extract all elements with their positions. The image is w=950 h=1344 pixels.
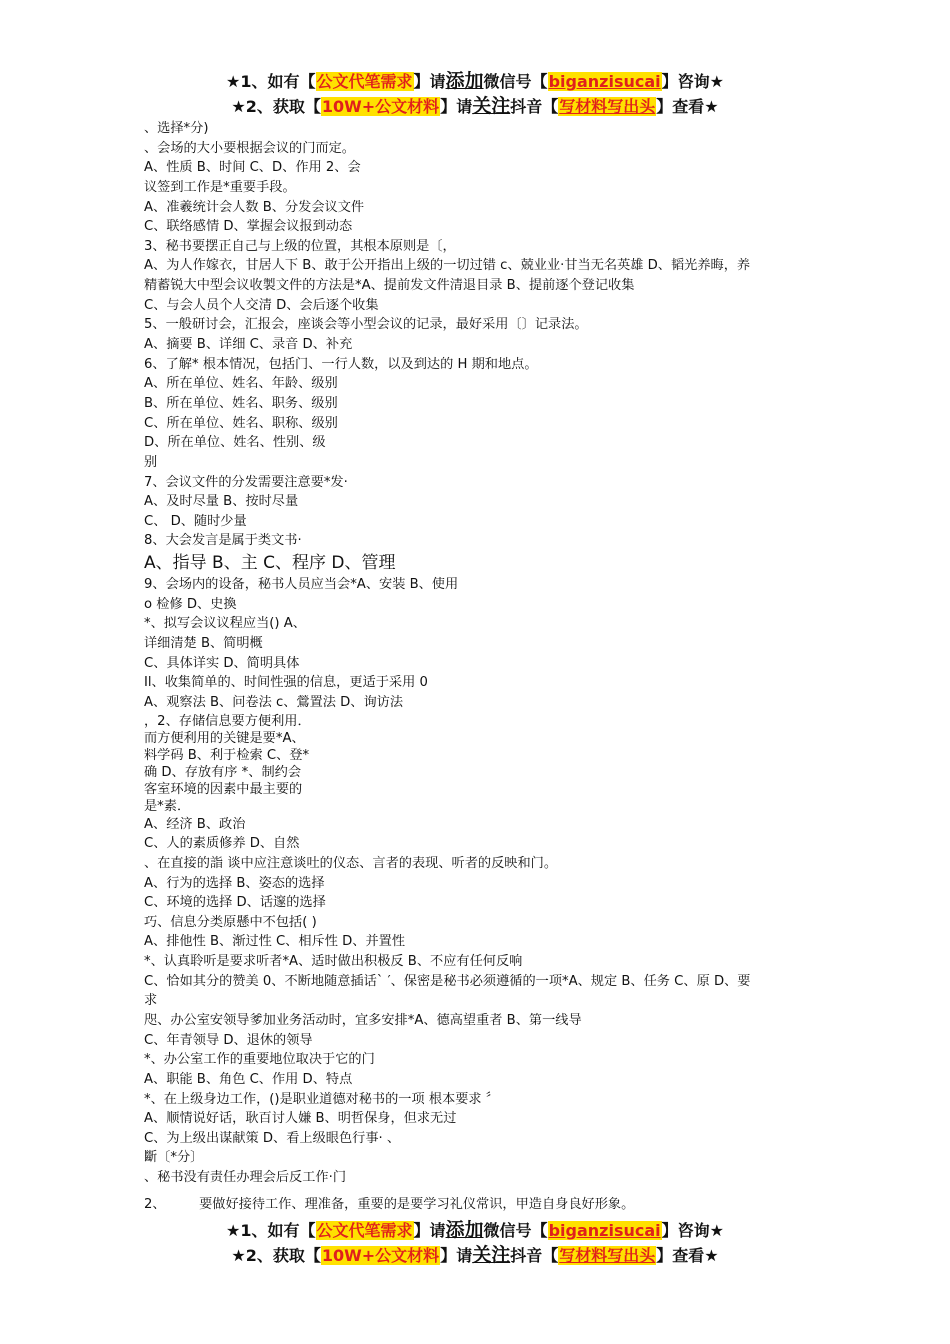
text-line: C、年青领导 D、退休的领导 <box>144 1032 313 1048</box>
text-line: A、行为的选择 B、姿态的选择 <box>144 875 325 891</box>
text-line: Il、收集简单的、时间性强的信息，更适于采用 0 <box>144 675 428 691</box>
footer2-highlight-2: 写材料写出头 <box>559 1246 656 1265</box>
banner1-mid: 】请 <box>413 72 446 91</box>
text-line: D、所在单位、姓名、性别、级 <box>144 435 326 451</box>
text-line: *、办公室工作的重要地位取决于它的门 <box>144 1052 375 1068</box>
text-line: ，2、存储信息要方便利用． <box>144 713 311 729</box>
text-line: 别 <box>144 454 158 470</box>
banner2-emphasis: 关注 <box>472 95 511 117</box>
text-line: 、秘书没有责任办理会后反工作·门 <box>144 1170 347 1186</box>
footer-banner-line2 <box>0 1243 950 1268</box>
text-line: 精蓄锐大中型会议收製文件的方法是*A、提前发文件清退目录 B、提前逐个登记收集 <box>144 278 635 294</box>
text-line: 斷〔*分〕 <box>144 1150 204 1166</box>
banner2-mid2: 抖音【 <box>510 97 559 116</box>
footer2-mid: 】请 <box>440 1246 473 1265</box>
banner1-prefix: ★1、如有【 <box>226 72 316 91</box>
text-line: 、选择*分) <box>144 121 209 136</box>
banner1-emphasis: 添加 <box>445 70 484 92</box>
footer2-mid2: 抖音【 <box>510 1246 559 1265</box>
footer2-suffix: 】查看★ <box>656 1246 719 1265</box>
text-line: C、人的素质修养 D、自然 <box>144 836 300 852</box>
footer-banner-line1 <box>0 1218 950 1243</box>
footer1-suffix: 】咨询★ <box>661 1221 724 1240</box>
banner2-highlight-1: 10W+公文材料 <box>321 97 440 116</box>
text-line: 咫、办公室安领导爹加业务活动时，宜多安排*A、德高望重者 B、第一线导 <box>144 1012 582 1028</box>
footer2-emphasis: 关注 <box>472 1244 511 1266</box>
text-line: C、 D、随时少量 <box>144 513 247 529</box>
footer1-emphasis: 添加 <box>445 1219 484 1241</box>
text-line: 议签到工作是*重要手段。 <box>144 179 296 195</box>
text-line: 8、大会发言是属于类文书· <box>144 533 302 549</box>
text-line: 、在直接的詣 谈中应注意谈吐的仪态、言者的表现、听者的反映和门。 <box>144 855 558 871</box>
banner2-suffix: 】查看★ <box>656 97 719 116</box>
text-line: A、及时尽量 B、按时尽量 <box>144 494 299 510</box>
text-line: A、排他性 B、渐过性 C、相斥性 D、并置性 <box>144 934 406 950</box>
banner1-highlight-2: biganzisucai <box>548 72 661 91</box>
footer1-highlight-1: 公文代笔需求 <box>316 1221 413 1240</box>
text-line: 料学码 B、利于检索 C、登* <box>144 747 310 763</box>
text-line: 5、一般研讨会，汇报会，座谈会等小型会议的记录，最好采用〔〕记录法。 <box>144 317 588 333</box>
text-line: 6、了解* 根本情况，包括门、一行人数，以及到达的 H 期和地点。 <box>144 356 538 372</box>
text-line: C、环境的选择 D、话邃的选择 <box>144 895 326 911</box>
text-line: 确 D、存放有序 *、制约会 <box>144 764 302 780</box>
text-line: C、与会人员个人交清 D、会后逐个收集 <box>144 297 379 313</box>
text-line: A、摘要 B、详细 C、录音 D、补充 <box>144 337 353 353</box>
header-banner-line2 <box>0 94 950 119</box>
text-line: 而方便利用的关键是要*A、 <box>144 730 305 746</box>
text-line: A、为人作嫁衣，甘居人下 B、敢于公开指出上级的一切过错 c、兢业业·甘当无名英雄 D、韬光养晦，养 <box>144 258 751 274</box>
text-line: 详细清楚 B、简明概 <box>144 636 263 652</box>
footer2-prefix: ★2、获取【 <box>231 1246 321 1265</box>
text-line: A、性质 B、时间 C、D、作用 2、会 <box>144 160 361 176</box>
text-line: A、顺情说好话，耿百讨人嫌 B、明哲保身，但求无过 <box>144 1111 457 1127</box>
banner1-suffix: 】咨询★ <box>661 72 724 91</box>
banner2-prefix: ★2、获取【 <box>231 97 321 116</box>
text-line: C、所在单位、姓名、职称、级别 <box>144 415 338 431</box>
text-line: 3、秘书要摆正自己与上级的位置，其根本原则是〔， <box>144 238 456 254</box>
text-line: o 检修 D、史換 <box>144 596 237 612</box>
text-line-large: A、指导 B、主 C、程序 D、管理 <box>144 553 396 574</box>
document-body <box>144 119 814 1188</box>
text-line: 是*素． <box>144 798 191 814</box>
footer1-highlight-2: biganzisucai <box>548 1221 661 1240</box>
text-line: A、观察法 B、问卷法 c、鶯置法 D、询访法 <box>144 694 404 710</box>
banner2-highlight-2: 写材料写出头 <box>559 97 656 116</box>
header-banner-line1 <box>0 69 950 94</box>
text-line: 求 <box>144 993 158 1009</box>
text-line: A、所在单位、姓名、年龄、级别 <box>144 376 338 392</box>
text-line: 巧、信息分类原懸中不包括( ) <box>144 914 317 930</box>
footer1-prefix: ★1、如有【 <box>226 1221 316 1240</box>
text-line: A、经济 B、政治 <box>144 816 246 832</box>
text-line: *、拟写会议议程应当() A、 <box>144 616 306 632</box>
text-line: B、所在单位、姓名、职务、级别 <box>144 395 338 411</box>
text-line: C、恰如其分的赞美 0、不断地随意插话` ′、保密是秘书必须遵循的一项*A、规定 B、任务 C、原 D、要 <box>144 973 751 989</box>
text-line-final: 2、 要做好接待工作、理准备，重要的是要学习礼仪常识，甲造自身良好形象。 <box>144 1197 635 1212</box>
text-line: C、联络感情 D、掌握会议报到动态 <box>144 219 353 235</box>
footer2-highlight-1: 10W+公文材料 <box>321 1246 440 1265</box>
banner1-mid2: 微信号【 <box>483 72 548 91</box>
text-line: A、职能 B、角色 C、作用 D、特点 <box>144 1071 353 1087</box>
text-line: *、在上级身边工作，()是职业道德对秘书的一项 根本要求 〞 <box>144 1091 499 1107</box>
text-line: A、准羲统计会人数 B、分发会议文件 <box>144 199 365 215</box>
banner2-mid: 】请 <box>440 97 473 116</box>
text-line: C、具体详实 D、简明具体 <box>144 655 300 671</box>
footer1-mid: 】请 <box>413 1221 446 1240</box>
text-line: C、为上级出谋献策 D、看上级眼色行事· 、 <box>144 1130 401 1146</box>
footer1-mid2: 微信号【 <box>483 1221 548 1240</box>
text-line: 7、会议文件的分发需要注意要*发· <box>144 474 348 490</box>
text-line: 客室环境的因素中最主要的 <box>144 781 303 797</box>
text-line: 9、会场内的设备，秘书人员应当会*A、安装 B、使用 <box>144 577 459 593</box>
text-line: *、认真聆听是要求听者*A、适时做出积极反 B、不应有任何反响 <box>144 954 523 970</box>
text-line: 、会场的大小要根据会议的门而定。 <box>144 140 355 156</box>
banner1-highlight-1: 公文代笔需求 <box>316 72 413 91</box>
